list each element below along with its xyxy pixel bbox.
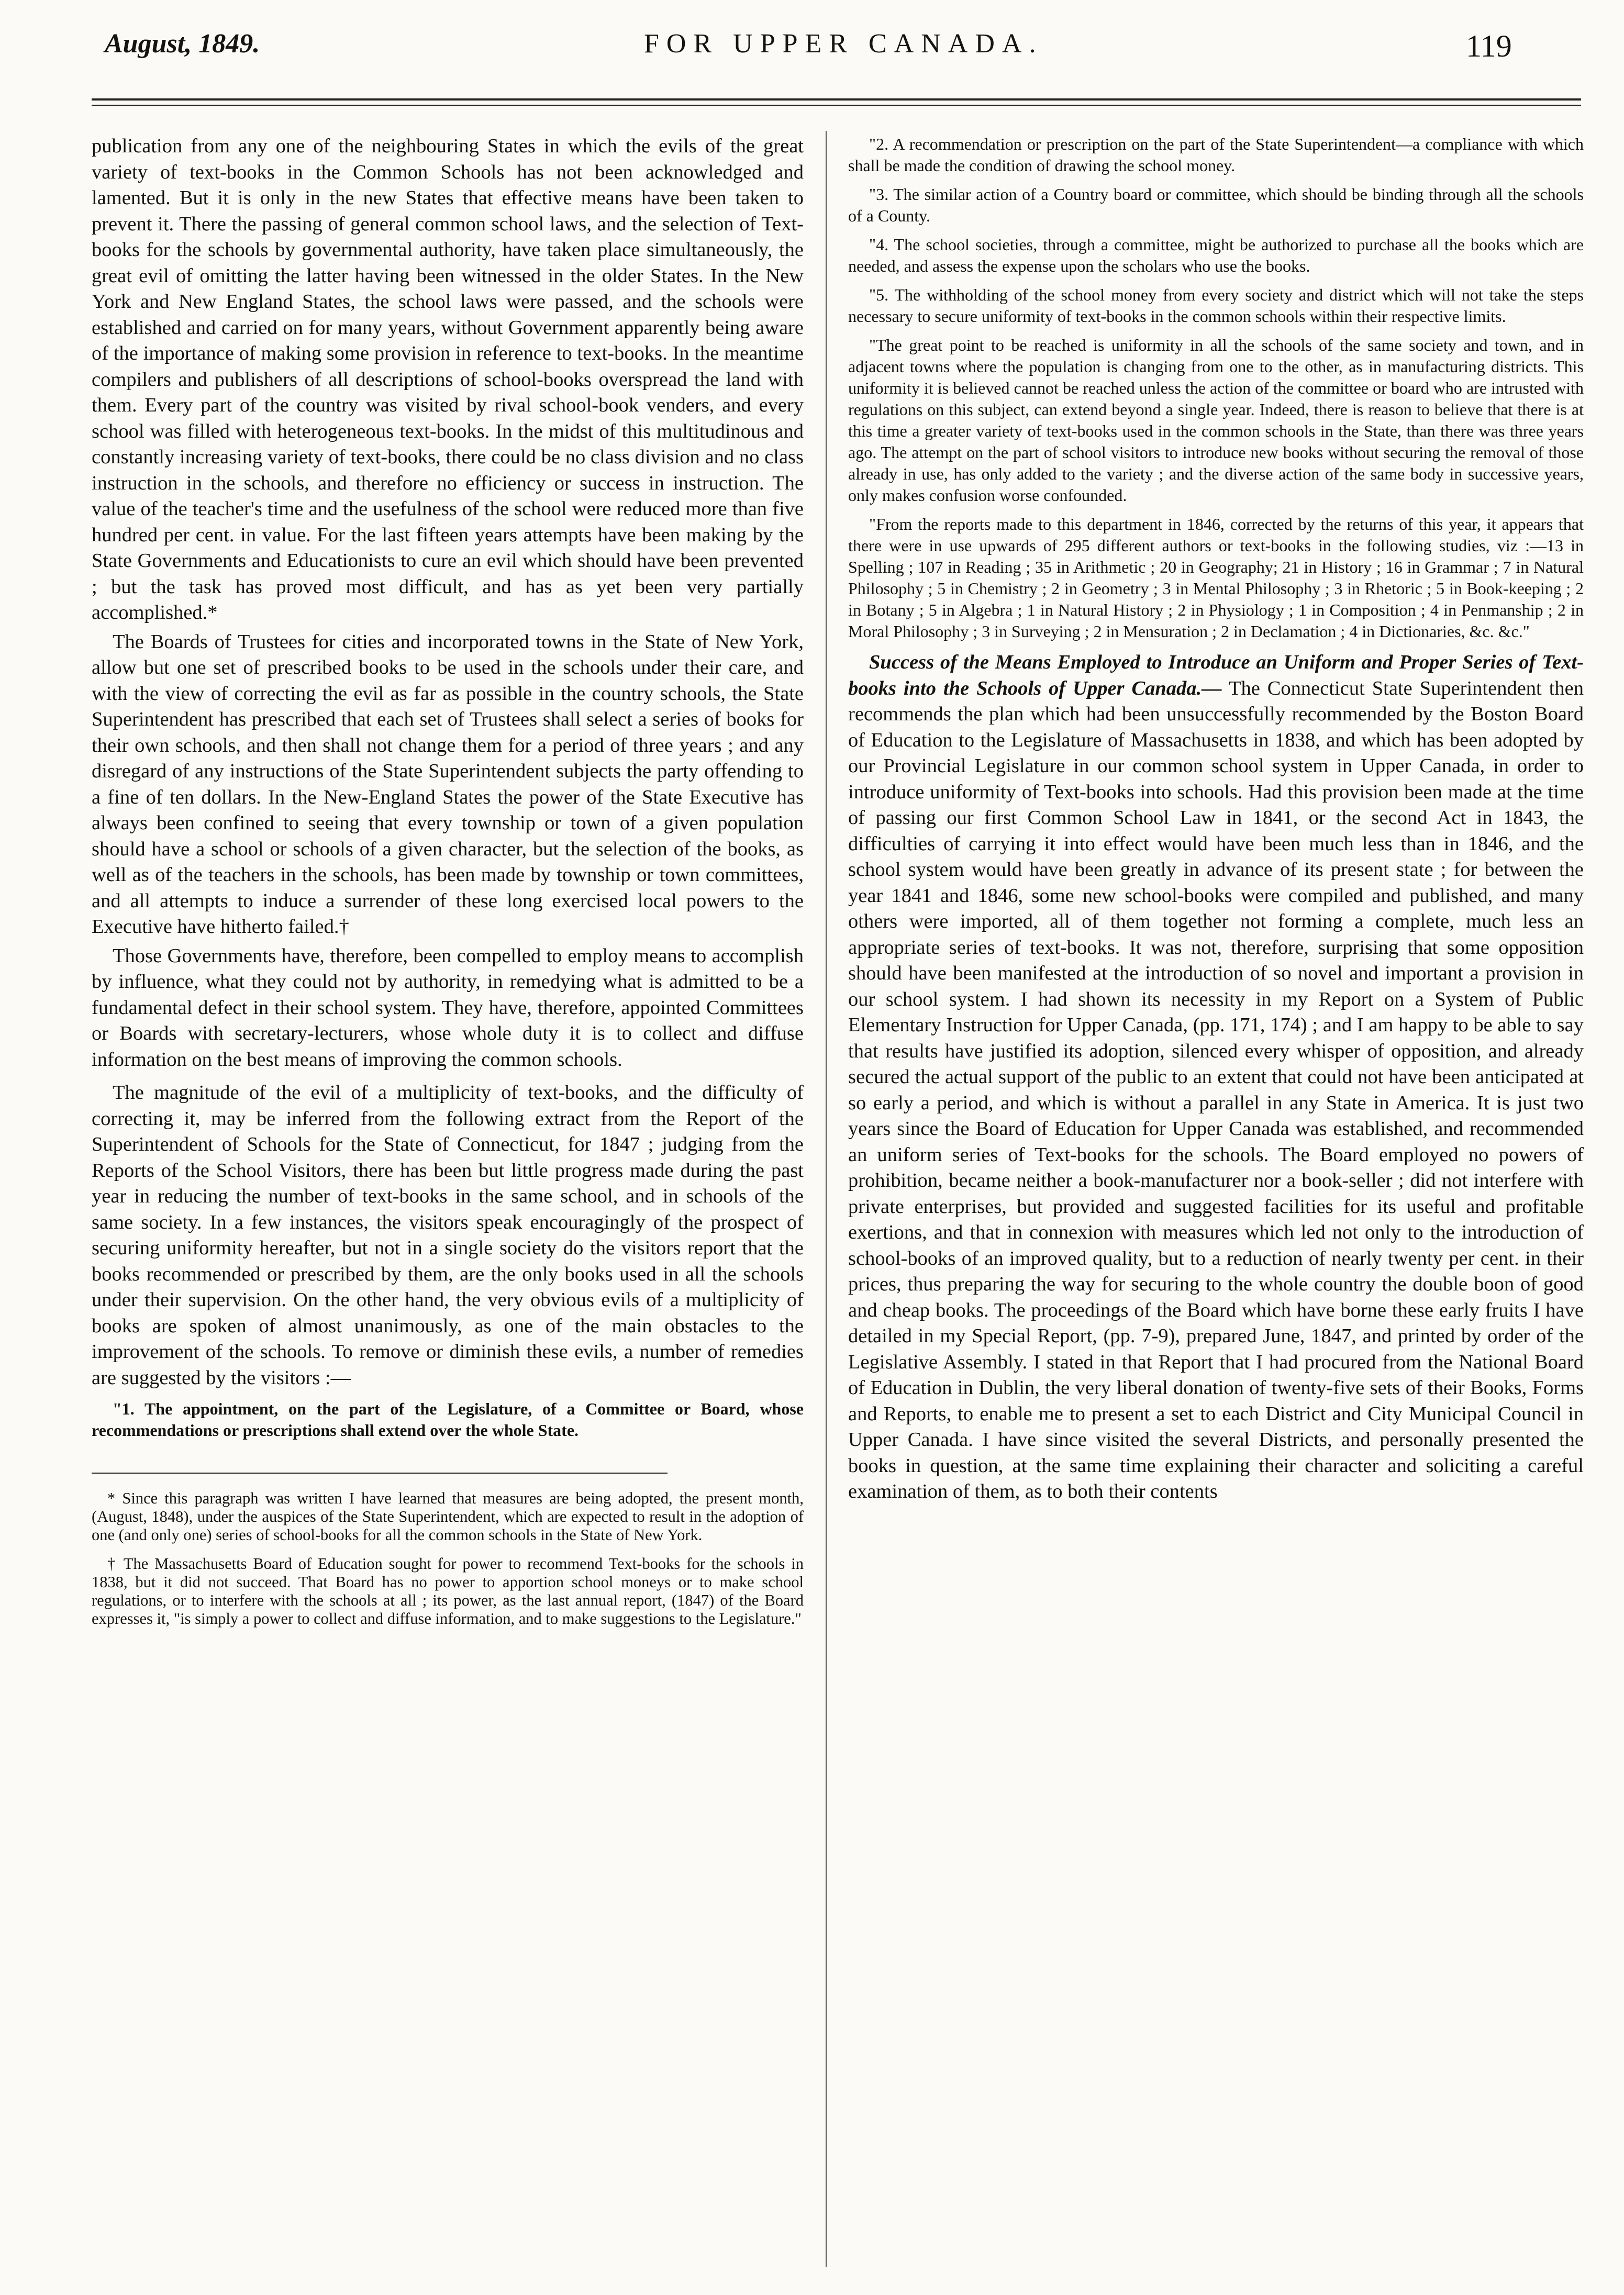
body-paragraph: Those Governments have, therefore, been compelled to employ means to accomplish by influence, what they could not by authority, in remedying what is admitted to be a fundamental defect in their school system. They have, therefore, appointed Committees or Boards with secretary-lecturers, whose whole duty it is to collect and diffuse information on the best means of improving the common schools. <box>92 944 804 1071</box>
quote-paragraph: "3. The similar action of a Country board or committee, which should be binding through all the schools of a County. <box>848 185 1584 225</box>
body-paragraph: The magnitude of the evil of a multiplicity of text-books, and the difficulty of correcting it, may be inferred from the following extract from the Report of the Superintendent of Schools for the State of Connecticut, for 1847 ; judging from the Reports of the School Visitors, there has been but little progress made during the past year in reducing the number of text-books in the same school, and in schools of the same society. In a few instances, the visitors speak encouragingly of the prospect of securing uniformity hereafter, but not in a single society do the visitors report that the books recommended or prescribed by them, are the only books used in all the schools under their supervision. On the other hand, the very obvious evils of a multiplicity of books are spoken of almost unanimously, as one of the main obstacles to the improvement of the schools. To remove or diminish these evils, a number of remedies are suggested by the visitors :— <box>92 1082 804 1389</box>
quote-paragraph: "The great point to be reached is uniformity in all the schools of the same society and town, and in adjacent towns where the population is changing from one to the other, as in manufacturing districts. This uniformity it is believed cannot be reached unless the action of the committee or board who are intrusted with regulations on this subject, can extend beyond a single year. Indeed, there is reason to believe that there is at this time a greater variety of text-books used in the common schools in the State, than there was three years ago. The attempt on the part of school visitors to introduce new books without securing the removal of those already in use, has only added to the variety ; and the diverse action of the same body in successive years, only makes confusion worse confounded. <box>848 336 1584 505</box>
header-rule-thin <box>92 105 1581 106</box>
footnote: * Since this paragraph was written I have learned that measures are being adopted, the present month, (August, 1848), under the auspices of the State Superintendent, which are expected to result in the adoption of one (and only one) series of school-books for all the common schools in the State of New York. <box>92 1489 804 1544</box>
body-paragraph: The Boards of Trustees for cities and incorporated towns in the State of New York, allow but one set of prescribed books to be used in the schools under their care, and with the view of correcting the evil as far as possible in the country schools, the State Superintendent has prescribed that each set of Trustees shall select a series of books for their own schools, and then shall not change them for a period of three years ; and any disregard of any instructions of the State Superintendent subjects the party offending to a fine of ten dollars. In the New-England States the power of the State Executive has always been confined to seeing that every township or town of a given population should have a school or schools of a given character, but the selection of the books, as well as of the teachers in the schools, has been made by township or town committees, and all attempts to induce a surrender of these long exercised local powers to the Executive have hitherto failed.† <box>92 630 804 938</box>
footnote: † The Massachusetts Board of Education sought for power to recommend Text-books for the schools in 1838, but it did not succeed. That Board has no power to apportion school moneys or to make school regulations, or to interfere with the schools at all ; its power, as the last annual report, (1847) of the Board expresses it, "is simply a power to collect and diffuse information, and to make suggestions to the Legislature." <box>92 1555 804 1628</box>
section-heading: Success of the Means Employed to Introduce an Uniform and Proper Series of Text-books into the Schools of Upper Canada.— <box>848 651 1584 699</box>
left-column <box>92 133 804 1639</box>
header-date: August, 1849. <box>105 29 260 59</box>
column-divider <box>826 131 827 2267</box>
quote-paragraph: "2. A recommendation or prescription on the part of the State Superintendent—a compliance with which shall be made the condition of drawing the school money. <box>848 135 1584 175</box>
section-text: The Connecticut State Superintendent then recommends the plan which had been unsuccessfully recommended by the Boston Board of Education to the Legislature of Massachusetts in 1838, and which has been adopted by our Provincial Legislature in our common school system in Upper Canada, in order to introduce uniformity of Text-books into schools. Had this provision been made at the time of passing our first Common School Law in 1841, or the second Act in 1843, the difficulties of carrying it into effect would have been much less than in 1846, and the school system would have been greatly in advance of its present state ; for between the year 1841 and 1846, some new school-books were compiled and published, and many others were imported, all of them together not forming a complete, much less an appropriate series of text-books. It was not, therefore, surprising that some opposition should have been manifested at the introduction of so novel and important a provision in our school system. I had shown its necessity in my Report on a System of Public Elementary Instruction for Upper Canada, (pp. 171, 174) ; and I am happy to be able to say that results have justified its adoption, silenced every whisper of opposition, and already secured the actual support of the public to an extent that could not have been anticipated at so early a period, and which is without a parallel in any State in America. It is just two years since the Board of Education for Upper Canada was established, and recommended an uniform series of Text-books for the schools. The Board employed no powers of prohibition, became neither a book-manufacturer nor a book-seller ; did not interfere with private enterprises, but provided and suggested facilities for its useful and profitable exertions, and that in connexion with measures which led not only to the introduction of school-books of an improved quality, but to a reduction of nearly twenty per cent. in their prices, thus preparing the way for securing to the whole country the double boon of good and cheap books. The proceedings of the Board which have borne these early fruits I have detailed in my Special Report, (pp. 7-9), prepared June, 1847, and printed by order of the Legislative Assembly. I stated in that Report that I had procured from the National Board of Education in Dublin, the very liberal donation of twenty-five sets of their Books, Forms and Reports, to enable me to present a set to each District and City Municipal Council in Upper Canada. I have since visited the several Districts, and personally presented the books in question, at the same time explaining their character and soliciting a careful examination of them, as to both their contents <box>848 677 1584 1502</box>
footnote-rule <box>92 1473 668 1474</box>
page-number: 119 <box>1466 29 1512 63</box>
section-paragraph <box>848 650 1584 1505</box>
quote-paragraph: "4. The school societies, through a committee, might be authorized to purchase all the books which are needed, and assess the expense upon the scholars who use the books. <box>848 235 1584 275</box>
body-paragraph: publication from any one of the neighbouring States in which the evils of the great variety of text-books in the Common Schools has not been acknowledged and lamented. But it is only in the new States that effective means have been taken to prevent it. There the passing of general common school laws, and the selection of Text-books for the schools by governmental authority, have taken place simultaneously, the great evil of omitting the latter having been witnessed in the older States. In the New York and New England States, the school laws were passed, and the schools were established and carried on for many years, without Government apparently being aware of the importance of making some provision in reference to text-books. In the meantime compilers and publishers of all descriptions of school-books overspread the land with them. Every part of the country was visited by rival school-book venders, and every school was filled with heterogeneous text-books. In the midst of this multitudinous and constantly increasing variety of text-books, there could be no class division and no class instruction in the schools, and therefore no efficiency or success in instruction. The value of the teacher's time and the usefulness of the school were reduced more than five hundred per cent. in value. For the last fifteen years attempts have been making by the State Governments and Educationists to cure an evil which should have been prevented ; but the task has proved most difficult, and has as yet been very partially accomplished.* <box>92 135 804 623</box>
header-title: FOR UPPER CANADA. <box>644 29 1043 59</box>
quote-paragraph: "1. The appointment, on the part of the Legislature, of a Committee or Board, whose recommendations or prescriptions shall extend over the whole State. <box>92 1399 804 1440</box>
header-rule <box>92 98 1581 101</box>
right-column <box>848 133 1584 1508</box>
quote-paragraph: "From the reports made to this department in 1846, corrected by the returns of this year, it appears that there were in use upwards of 295 different authors or text-books in the following studies, viz :—13 in Spelling ; 107 in Reading ; 35 in Arithmetic ; 20 in Geography; 21 in History ; 16 in Grammar ; 7 in Natural Philosophy ; 5 in Chemistry ; 2 in Geometry ; 3 in Mental Philosophy ; 3 in Rhetoric ; 5 in Book-keeping ; 2 in Botany ; 5 in Algebra ; 1 in Natural History ; 2 in Physiology ; 1 in Composition ; 4 in Penmanship ; 2 in Moral Philosophy ; 3 in Surveying ; 2 in Mensuration ; 2 in Declamation ; 4 in Dictionaries, &c. &c." <box>848 515 1584 641</box>
quote-paragraph: "5. The withholding of the school money from every society and district which will not take the steps necessary to secure uniformity of text-books in the common schools within their respective limits. <box>848 285 1584 326</box>
